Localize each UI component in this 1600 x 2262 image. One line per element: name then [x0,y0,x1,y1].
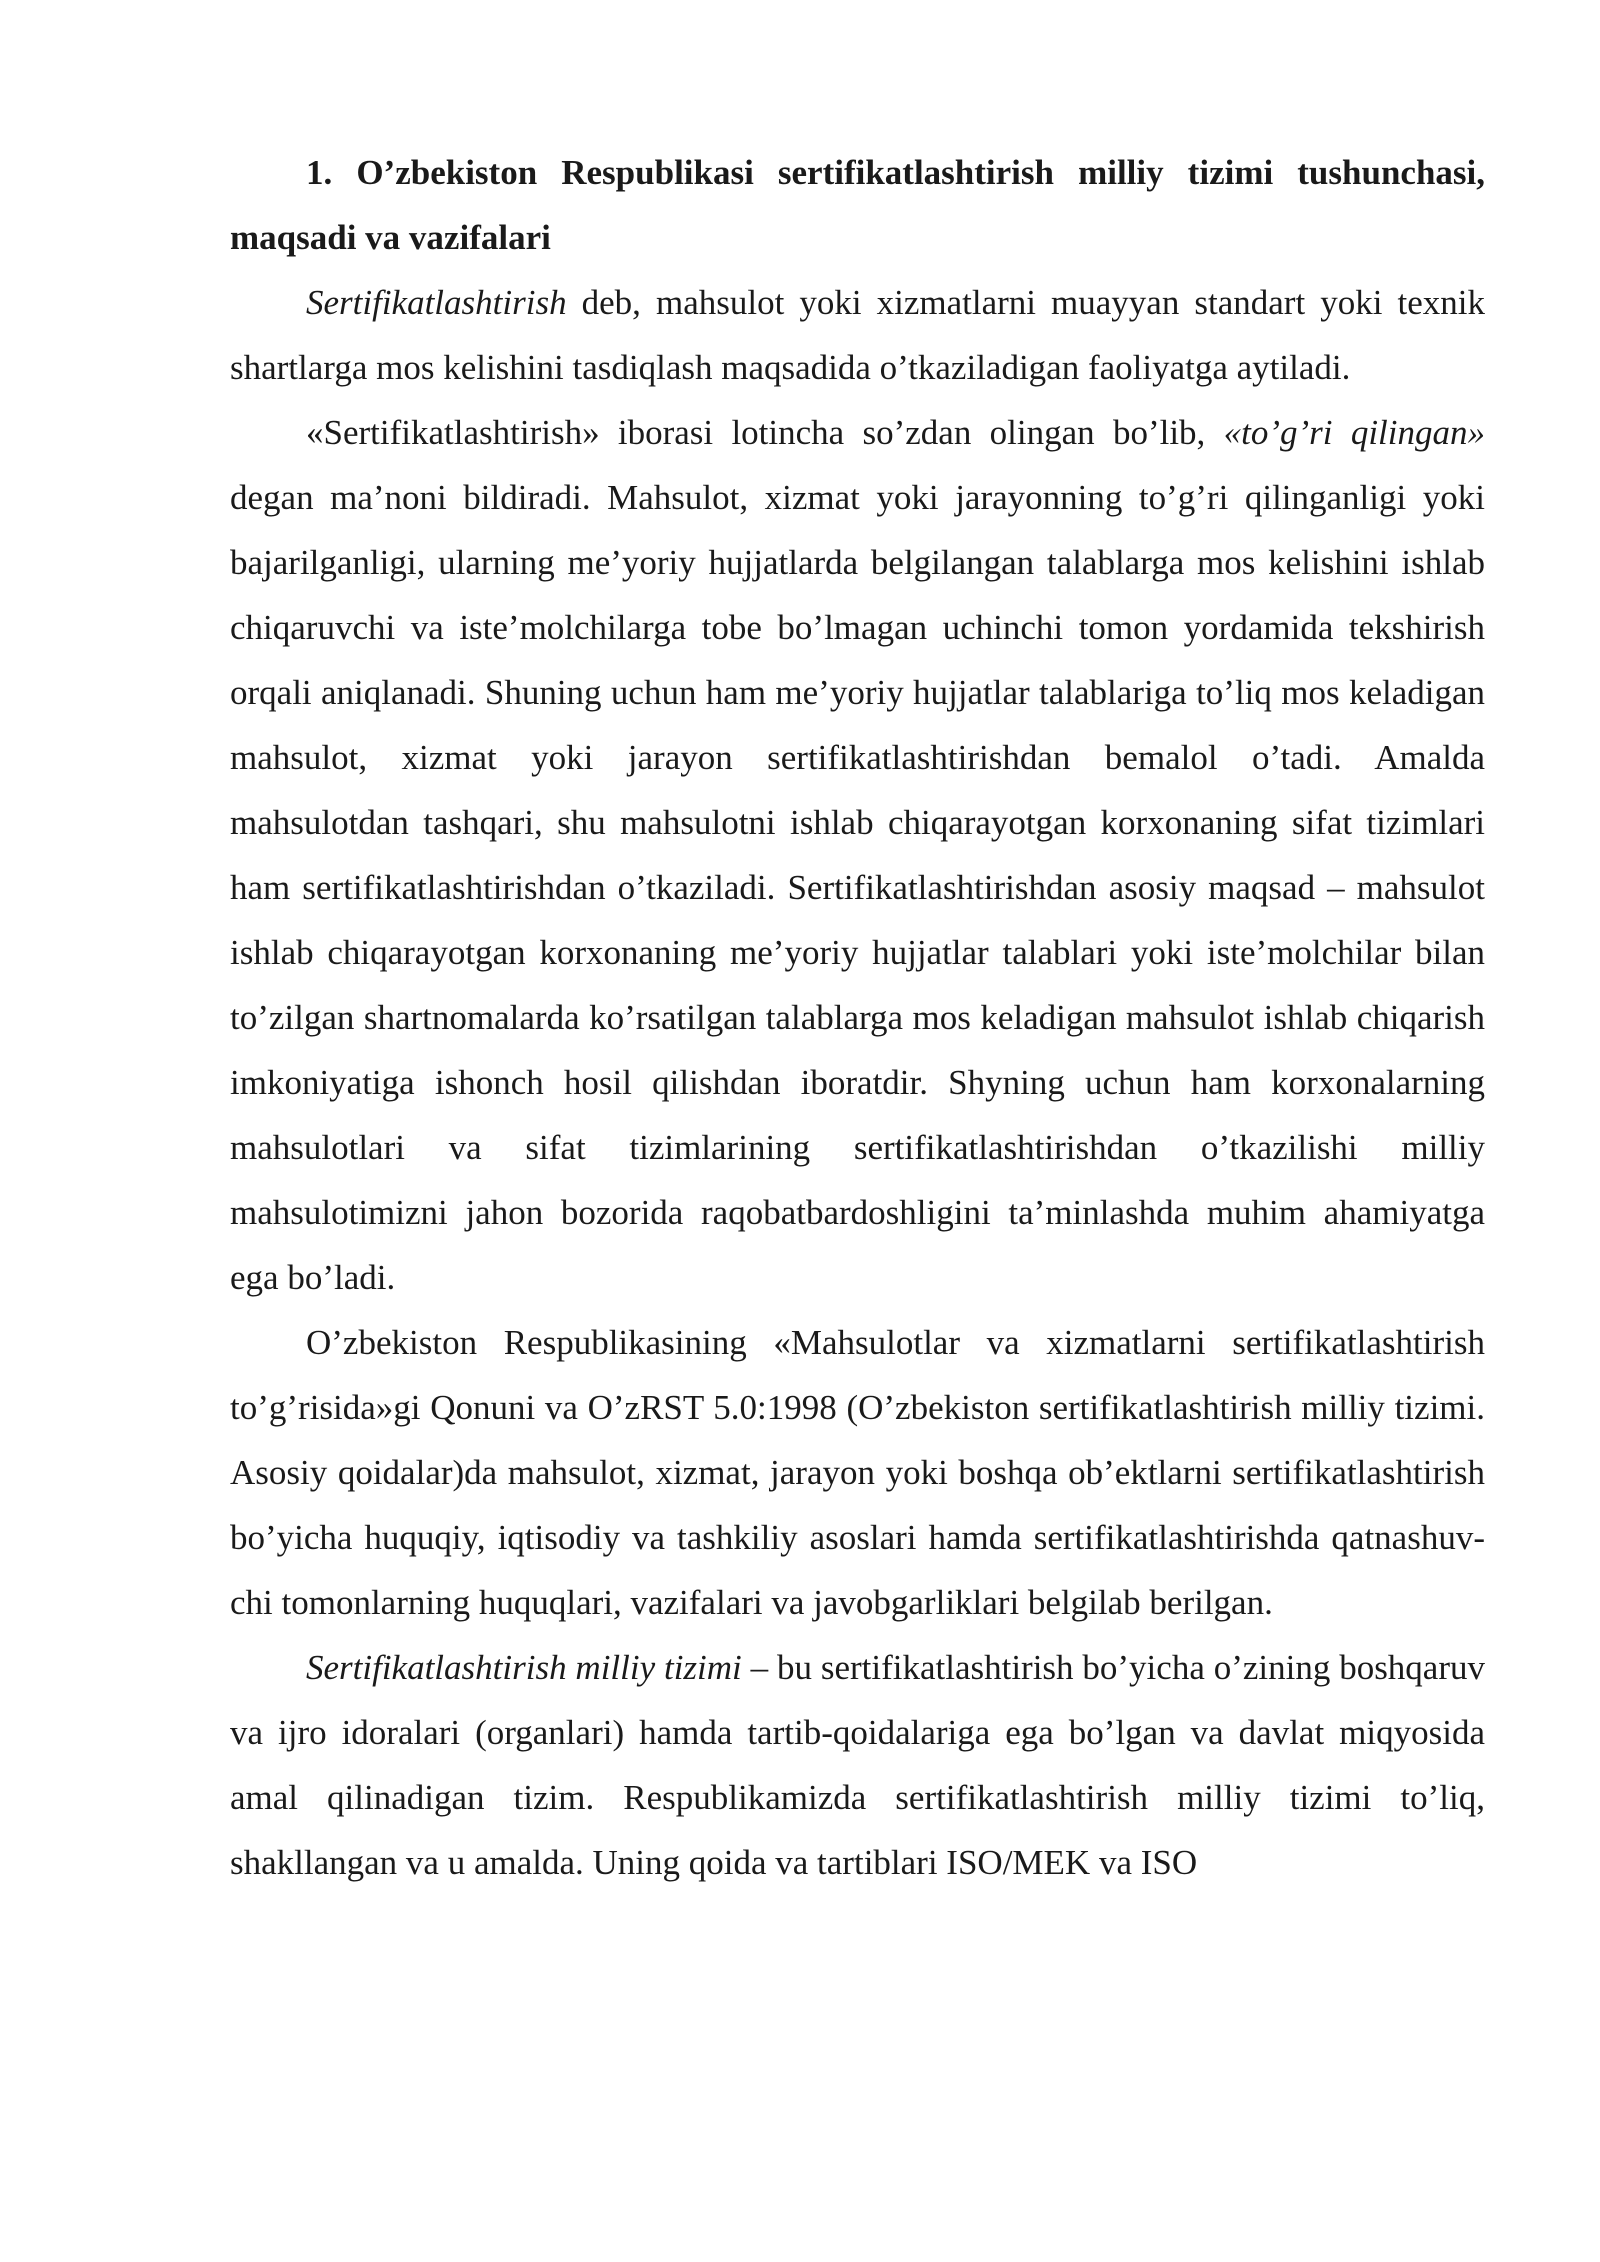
paragraph-national-system [230,1635,1485,1895]
document-page [230,140,1485,1895]
section-title: O’zbekiston Respublikasi sertifikatlashtirish milliy tizimi tushunchasi, maqsadi va vazifalari [230,153,1486,257]
paragraph-etymology-text: degan ma’noni bildiradi. Mahsulot, xizmat yoki jarayonning to’g’ri qilinganligi yoki bajarilganligi, ularning me’yoriy hujjatlarda belgilangan talablarga mos kelishini ishlab chiqaruvchi va iste’molchilarga tobe bo’lmagan uchinchi tomon yordamida tekshirish orqali aniqlanadi. Shuning uchun ham me’yoriy hujjatlar talablariga to’liq mos keladigan mahsulot, xizmat yoki jarayon sertifikatlashtirishdan bemalol o’tadi. Amalda mahsulotdan tashqari, shu mahsulotni ishlab chiqarayotgan korxonaning sifat tizimlari ham sertifikatlashtirishdan o’tkaziladi. Sertifikatlashtirishdan asosiy maqsad – mahsulot ishlab chiqarayotgan korxonaning me’yoriy hujjatlar talablari yoki iste’molchilar bilan to’zilgan shartnomalarda ko’rsatilgan talablarga mos keladigan mahsulot ishlab chiqarish imkoniyatiga ishonch hosil qilishdan iboratdir. Shyning uchun ham korxonalarning mahsulotlari va sifat tizimlarining sertifikatlashtirishdan o’tkazilishi milliy mahsulotimizni jahon bozorida raqobatbardoshligini ta’minlashda muhim ahamiyatga ega bo’ladi. [230,478,1485,1297]
term-togri-qilingan: «to’g’ri qilingan» [1223,413,1485,452]
paragraph-definition-text: deb, mahsulot yoki xizmatlarni muayyan standart yoki texnik shartlarga mos kelishini tasdiqlash maqsadida o’tkaziladigan faoliyatga aytiladi. [230,283,1485,387]
paragraph-law: O’zbekiston Respublikasining «Mahsulotlar va xizmatlarni sertifikatlashtirish to’g’risida»gi Qonuni va O’zRST 5.0:1998 (O’zbekiston sertifikatlashtirish milliy tizimi. Asosiy qoidalar)da mahsulot, xizmat, jarayon yoki boshqa ob’ektlarni sertifikatlashtirish bo’yicha huquqiy, iqtisodiy va tashkiliy asoslari hamda sertifikatlashtirishda qatnashuv-chi tomonlarning huquqlari, vazifalari va javobgarliklari belgilab berilgan. [230,1323,1485,1622]
paragraph-national-system-text: – bu sertifikatlashtirish bo’yicha o’zining boshqaruv va ijro idoralari (organlari) hamda tartib-qoidalariga ega bo’lgan va davlat miqyosida amal qilinadigan tizim. Respublikamizda sertifikatlashtirish milliy tizimi to’liq, shakllangan va u amalda. Uning qoida va tartiblari ISO/MEK va ISO [230,1648,1486,1882]
paragraph-definition [230,270,1485,400]
term-sertifikatlashtirish: Sertifikatlashtirish [306,283,567,322]
paragraph-etymology [230,400,1485,1310]
paragraph-etymology-start: «Sertifikatlashtirish» iborasi lotincha so’zdan olingan bo’lib, [306,413,1224,452]
section-heading [230,140,1485,270]
term-milliy-tizim: Sertifikatlashtirish milliy tizimi [306,1648,742,1687]
section-number: 1. [306,153,333,192]
